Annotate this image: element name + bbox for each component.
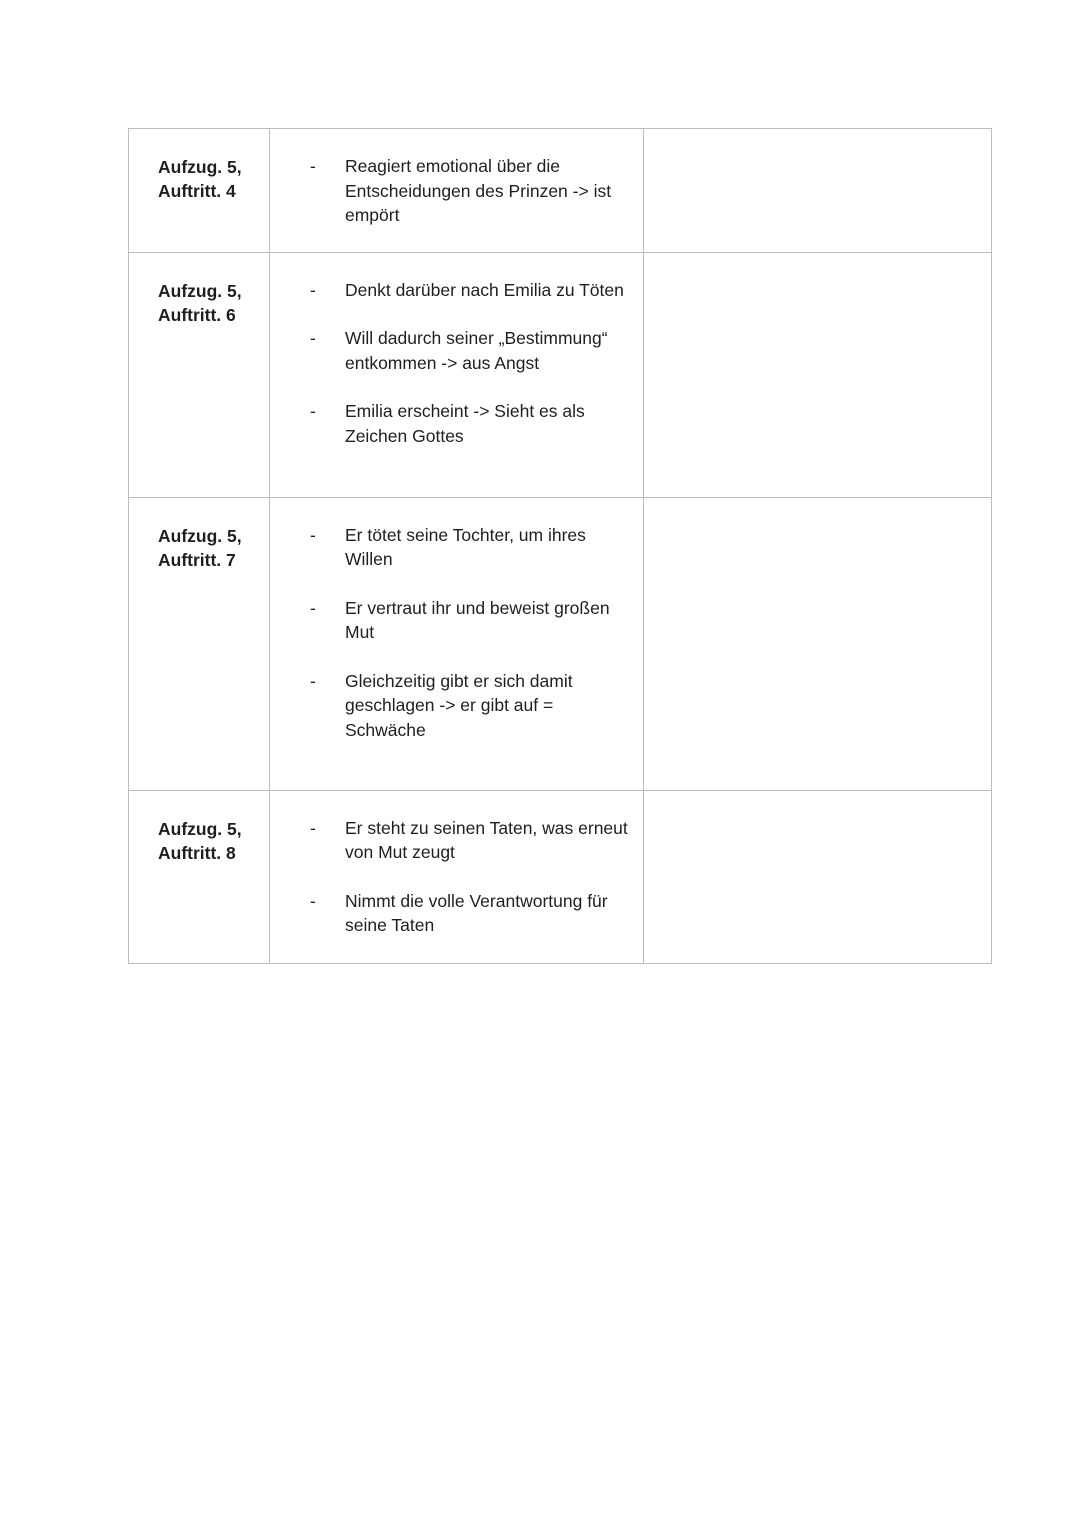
list-item	[270, 326, 635, 375]
bullet-list	[270, 129, 643, 228]
list-item	[270, 596, 635, 645]
scene-label-cell	[129, 129, 270, 253]
description-cell	[270, 252, 644, 497]
dash-bullet: -	[310, 670, 316, 691]
list-item	[270, 669, 635, 743]
scene-label-cell	[129, 790, 270, 963]
dash-bullet: -	[310, 817, 316, 838]
scene-label-cell	[129, 252, 270, 497]
description-cell	[270, 497, 644, 790]
table-row	[129, 497, 992, 790]
scene-label: Aufzug. 5, Auftritt. 7	[158, 525, 242, 570]
bullet-text: Reagiert emotional über die Entscheidungen des Prinzen -> ist empört	[345, 156, 612, 225]
bullet-text: Nimmt die volle Verantwortung für seine Taten	[345, 890, 608, 935]
bullet-text: Er steht zu seinen Taten, was erneut von Mut zeugt	[345, 817, 628, 862]
table-row	[129, 790, 992, 963]
bullet-list	[270, 253, 643, 449]
dash-bullet: -	[310, 328, 316, 348]
notes-cell	[644, 129, 992, 253]
bullet-text: Gleichzeitig gibt er sich damit geschlagen -> er gibt auf = Schwäche	[345, 670, 573, 740]
list-item	[270, 154, 635, 228]
list-item	[270, 278, 635, 303]
dash-bullet: -	[310, 890, 316, 911]
notes-cell	[644, 497, 992, 790]
bullet-text: Emilia erscheint -> Sieht es als Zeichen Gottes	[345, 401, 585, 446]
scene-label: Aufzug. 5, Auftritt. 8	[158, 818, 242, 863]
bullet-text: Denkt darüber nach Emilia zu Töten	[345, 279, 624, 300]
list-item	[270, 816, 635, 865]
list-item	[270, 399, 635, 448]
bullet-text: Er vertraut ihr und beweist großen Mut	[345, 597, 610, 642]
scene-label: Aufzug. 5, Auftritt. 4	[158, 157, 242, 201]
scene-analysis-table	[128, 128, 992, 964]
scene-label-cell	[129, 497, 270, 790]
dash-bullet: -	[310, 279, 316, 300]
list-item	[270, 889, 635, 938]
dash-bullet: -	[310, 156, 316, 176]
bullet-text: Er tötet seine Tochter, um ihres Willen	[345, 524, 586, 569]
bullet-list	[270, 791, 643, 938]
description-cell	[270, 790, 644, 963]
notes-cell	[644, 252, 992, 497]
dash-bullet: -	[310, 524, 316, 545]
scene-label: Aufzug. 5, Auftritt. 6	[158, 280, 242, 325]
bullet-list	[270, 498, 643, 743]
dash-bullet: -	[310, 401, 316, 421]
bullet-text: Will dadurch seiner „Bestimmung“ entkommen -> aus Angst	[345, 328, 608, 373]
dash-bullet: -	[310, 597, 316, 618]
description-cell	[270, 129, 644, 253]
table-row	[129, 252, 992, 497]
table-row	[129, 129, 992, 253]
list-item	[270, 523, 635, 572]
notes-cell	[644, 790, 992, 963]
